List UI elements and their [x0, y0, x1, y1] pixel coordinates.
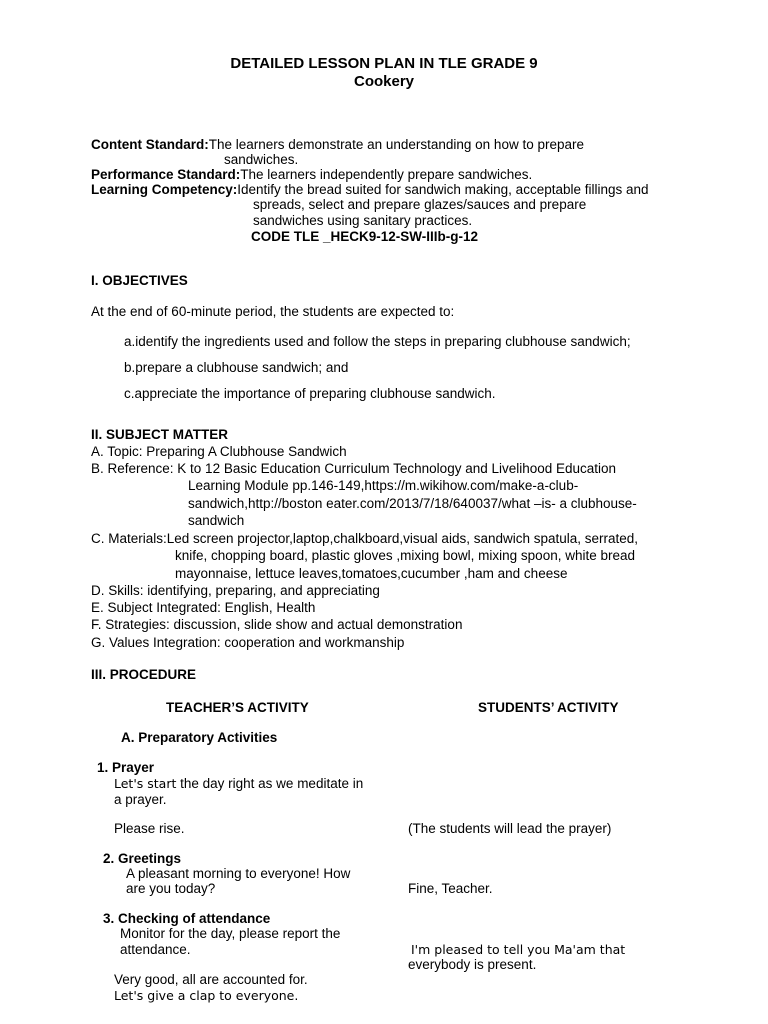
subject-values: G. Values Integration: cooperation and workmanship [91, 635, 405, 650]
prayer-instruction-start: Let's start [114, 776, 177, 791]
objectives-intro: At the end of 60-minute period, the students are expected to: [91, 304, 455, 319]
document-title: DETAILED LESSON PLAN IN TLE GRADE 9 [230, 55, 538, 72]
subject-strategies: F. Strategies: discussion, slide show and actual demonstration [91, 617, 463, 632]
subject-reference-line4: sandwich [188, 513, 245, 528]
attendance-student-response: I'm pleased to tell you Ma'am that [411, 942, 626, 957]
teacher-activity-column-header: TEACHER’S ACTIVITY [166, 700, 309, 715]
subject-skills: D. Skills: identifying, preparing, and appreciating [91, 583, 380, 598]
preparatory-activities-heading: A. Preparatory Activities [121, 730, 278, 745]
objective-item-c: c.appreciate the importance of preparing clubhouse sandwich. [124, 386, 496, 401]
content-standard-continued: sandwiches. [224, 152, 299, 167]
prayer-instruction [114, 776, 363, 792]
clap-text: Let's give a clap to everyone. [114, 988, 299, 1003]
attendance-line2: attendance. [120, 942, 191, 957]
prayer-student-response: (The students will lead the prayer) [408, 821, 612, 836]
greetings-student-response: Fine, Teacher. [408, 881, 493, 896]
subject-topic: A. Topic: Preparing A Clubhouse Sandwich [91, 444, 347, 459]
prayer-heading: 1. Prayer [97, 760, 155, 775]
attendance-line1: Monitor for the day, please report the [120, 926, 341, 941]
learning-competency [91, 182, 649, 198]
subject-reference-line3: sandwich,http://boston eater.com/2013/7/18/640037/what –is- a clubhouse- [188, 496, 637, 511]
learning-competency-text: Identify the bread suited for sandwich making, acceptable fillings and [237, 182, 649, 197]
document-subtitle: Cookery [353, 73, 415, 90]
attendance-student-response-line2: everybody is present. [408, 957, 537, 972]
greetings-heading: 2. Greetings [103, 851, 182, 866]
subject-integrated: E. Subject Integrated: English, Health [91, 600, 316, 615]
objective-item-b: b.prepare a clubhouse sandwich; and [124, 360, 349, 375]
prayer-instruction-line2: a prayer. [114, 792, 167, 807]
competency-code: CODE TLE _HECK9-12-SW-IIIb-g-12 [251, 229, 479, 244]
content-standard-text: The learners demonstrate an understanding on how to prepare [208, 137, 584, 152]
subject-matter-heading: II. SUBJECT MATTER [91, 427, 229, 442]
prayer-instruction-rest: the day right as we meditate in [176, 776, 364, 791]
subject-materials: C. Materials:Led screen projector,laptop,chalkboard,visual aids, sandwich spatula, serrated, [91, 531, 639, 546]
subject-reference: B. Reference: K to 12 Basic Education Curriculum Technology and Livelihood Education [91, 461, 617, 476]
prayer-rise: Please rise. [114, 821, 185, 836]
objectives-heading: I. OBJECTIVES [91, 273, 188, 288]
subject-materials-line3: mayonnaise, lettuce leaves,tomatoes,cucumber ,ham and cheese [175, 566, 568, 581]
learning-competency-label: Learning Competency: [91, 182, 238, 197]
performance-standard-text: The learners independently prepare sandwiches. [240, 167, 533, 182]
procedure-heading: III. PROCEDURE [91, 667, 197, 682]
performance-standard [91, 167, 532, 183]
greetings-line1: A pleasant morning to everyone! How [126, 866, 351, 881]
attendance-heading: 3. Checking of attendance [103, 911, 271, 926]
content-standard [91, 137, 584, 153]
content-standard-label: Content Standard: [91, 137, 209, 152]
learning-competency-line3: sandwiches using sanitary practices. [253, 213, 473, 228]
subject-reference-line2: Learning Module pp.146-149,https://m.wikihow.com/make-a-club- [188, 478, 579, 493]
accounted-for-text: Very good, all are accounted for. [114, 972, 308, 987]
learning-competency-line2: spreads, select and prepare glazes/sauces and prepare [253, 197, 587, 212]
performance-standard-label: Performance Standard: [91, 167, 241, 182]
subject-materials-line2: knife, chopping board, plastic gloves ,mixing bowl, mixing spoon, white bread [175, 548, 636, 563]
greetings-line2: are you today? [126, 881, 216, 896]
students-activity-column-header: STUDENTS’ ACTIVITY [478, 700, 619, 715]
objective-item-a: a.identify the ingredients used and follow the steps in preparing clubhouse sandwich; [124, 334, 631, 349]
